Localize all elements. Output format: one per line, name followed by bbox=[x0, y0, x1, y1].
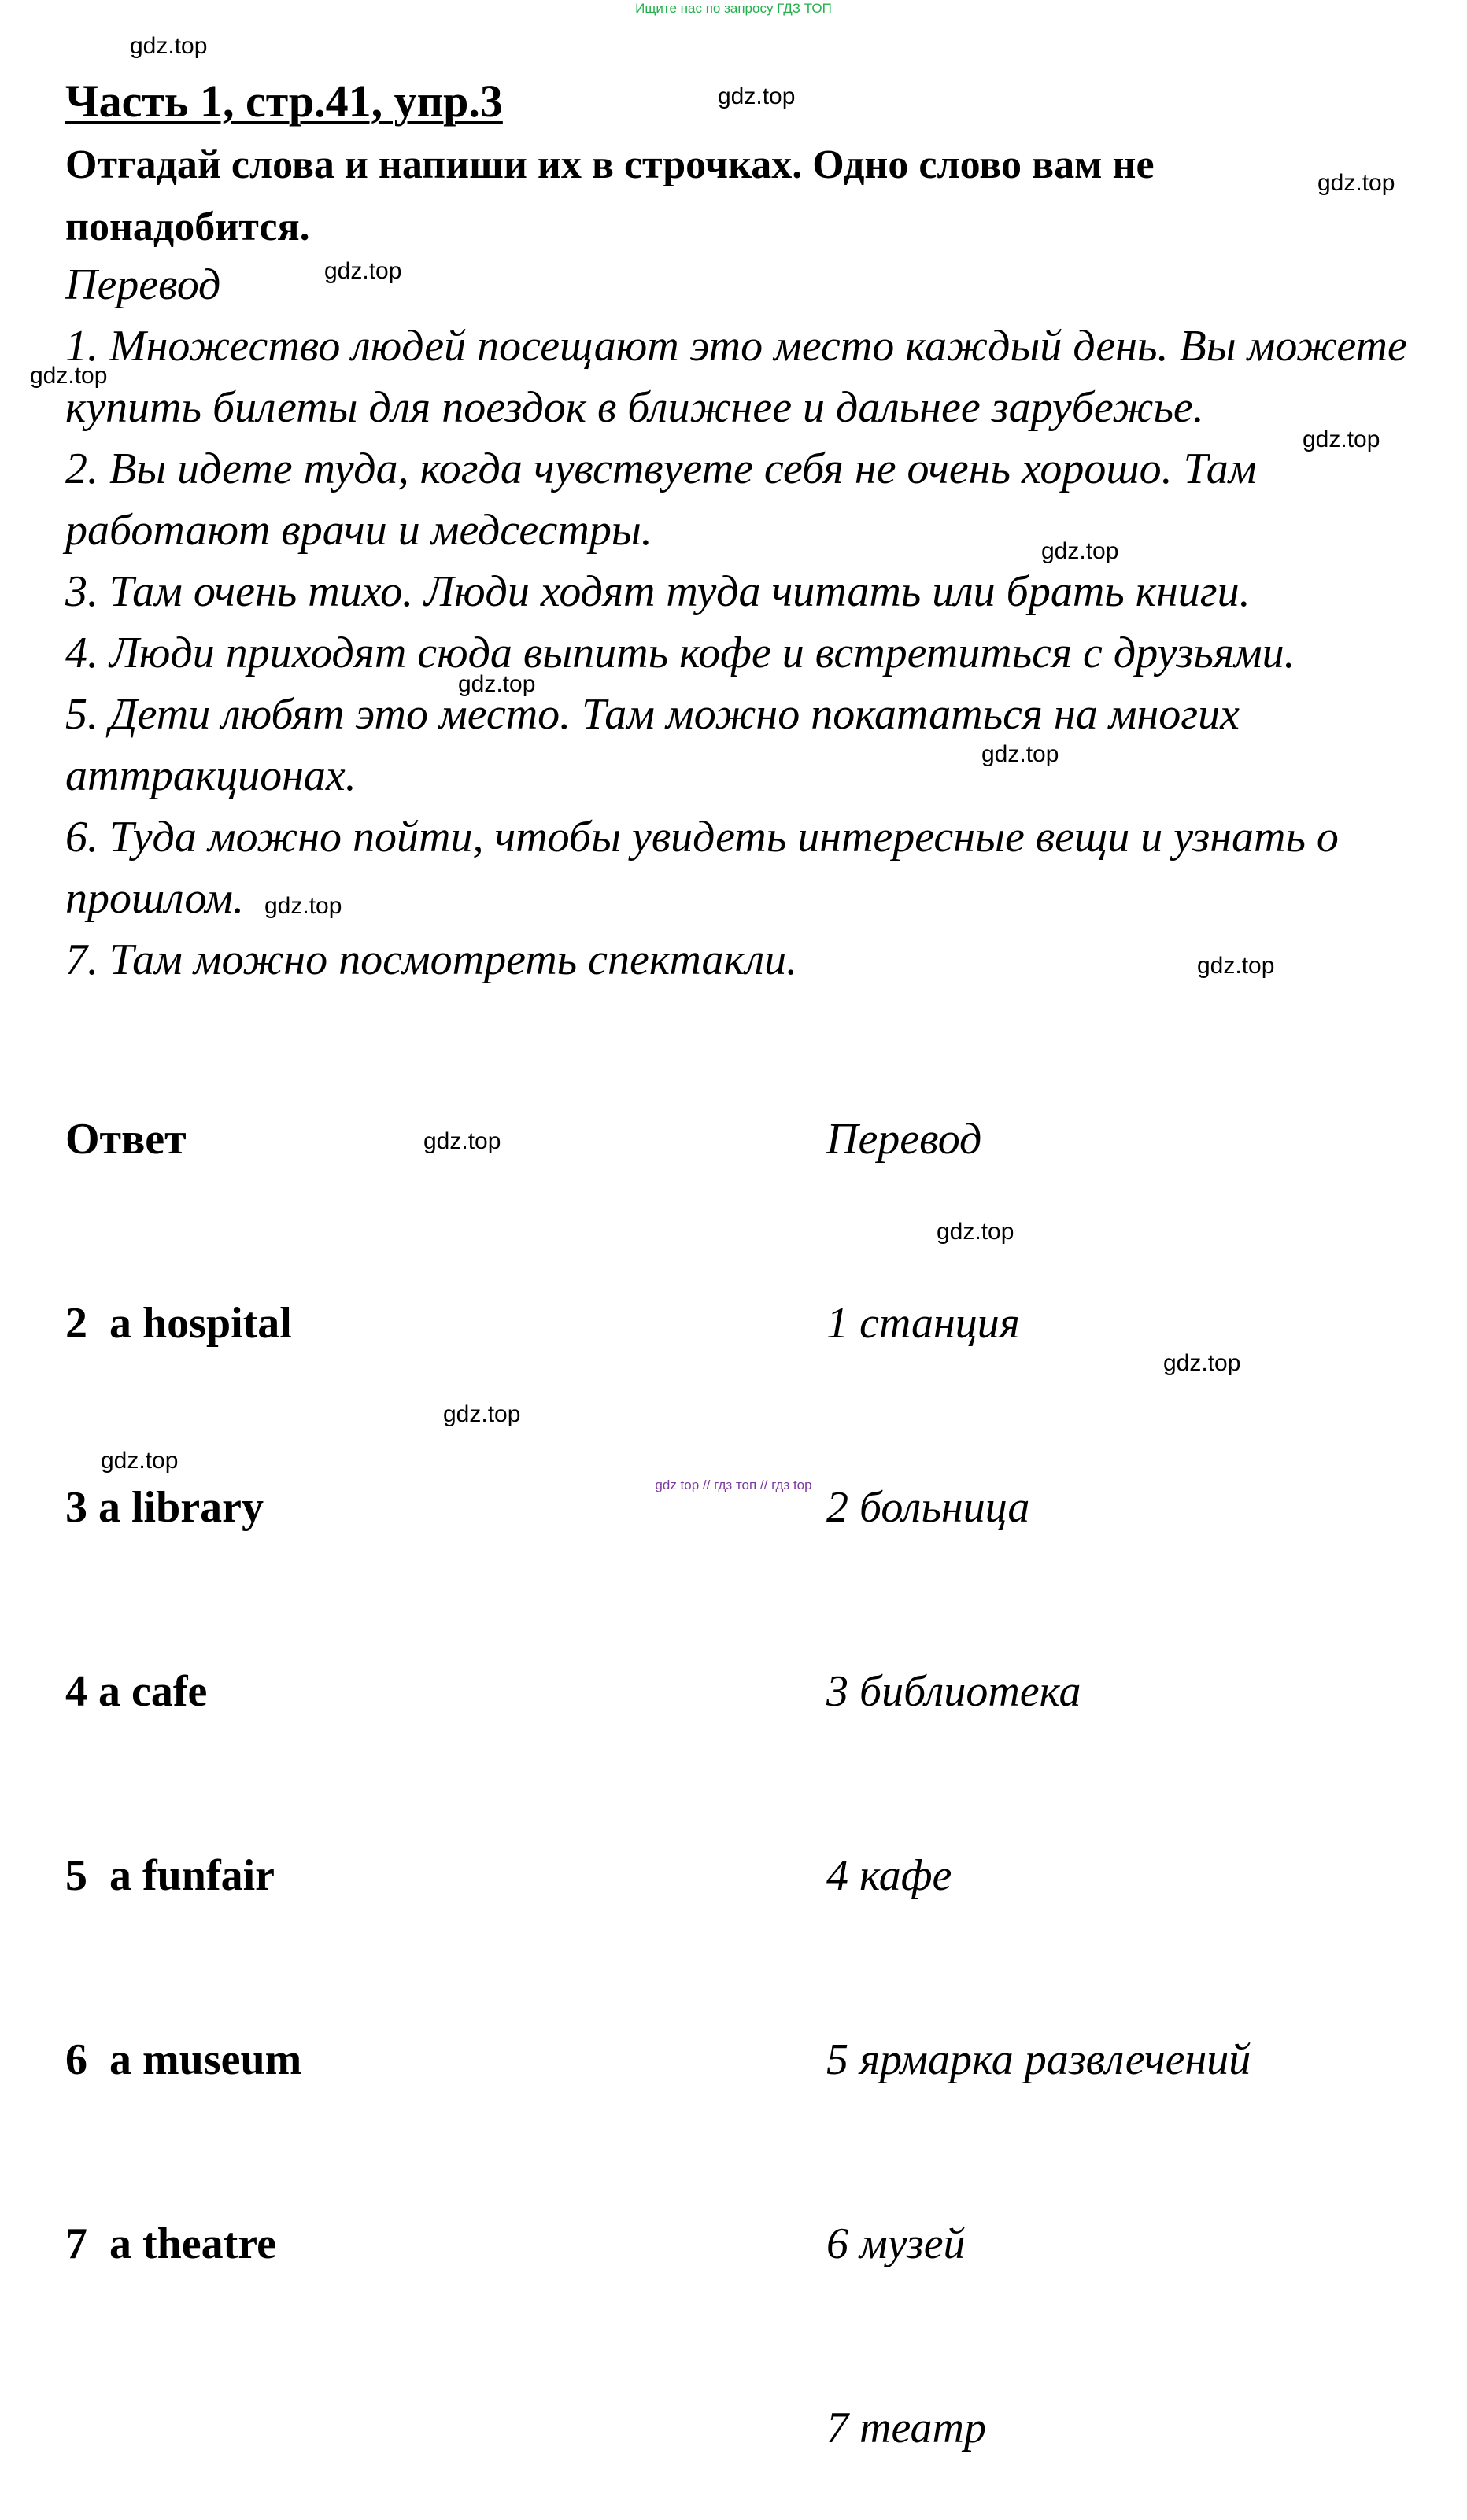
answer-row-3: 3 a library bbox=[65, 1483, 264, 1532]
exercise-item-4: 4. Люди приходят сюда выпить кофе и встретиться с друзьями. bbox=[65, 629, 1295, 677]
answer-translation-row-5: 5 ярмарка развлечений bbox=[826, 2035, 1251, 2084]
watermark: gdz.top bbox=[1303, 426, 1380, 452]
watermark: gdz.top bbox=[130, 33, 208, 59]
watermark: gdz.top bbox=[1317, 170, 1395, 196]
page-title: Часть 1, стр.41, упр.3 bbox=[65, 76, 503, 127]
watermark: gdz.top bbox=[937, 1219, 1014, 1245]
task-instruction: Отгадай слова и напиши их в строчках. Одно слово вам не понадобится. bbox=[65, 142, 1155, 249]
exercise-item-7: 7. Там можно посмотреть спектакли. bbox=[65, 935, 798, 984]
watermark: gdz.top bbox=[718, 83, 796, 109]
watermark: gdz.top bbox=[423, 1128, 501, 1154]
watermark: gdz.top bbox=[1197, 953, 1275, 979]
answer-heading: Ответ bbox=[65, 1115, 187, 1164]
watermark: gdz.top bbox=[1163, 1350, 1241, 1376]
watermark: gdz.top bbox=[443, 1401, 521, 1427]
answer-translation-column bbox=[826, 986, 1251, 2520]
watermark: gdz.top bbox=[101, 1448, 179, 1474]
exercise-item-5: 5. Дети любят это место. Там можно покататься на многих аттракционах. bbox=[65, 690, 1240, 800]
answer-translation-row-1: 1 станция bbox=[826, 1299, 1020, 1348]
watermark: gdz.top bbox=[1041, 538, 1119, 564]
exercise-item-1: 1. Множество людей посещают это место каждый день. Вы можете купить билеты для поездок в ближнее и дальнее зарубежье. bbox=[65, 322, 1407, 432]
answer-row-4: 4 a cafe bbox=[65, 1667, 208, 1716]
answer-translation-row-6: 6 музей bbox=[826, 2219, 966, 2268]
watermark: gdz.top bbox=[458, 671, 536, 697]
answer-row-2: 2 a hospital bbox=[65, 1299, 292, 1348]
bottom-banner: gdz top // гдз топ // гдз top bbox=[655, 1478, 812, 1492]
translation-label: Перевод bbox=[65, 260, 221, 309]
answer-translation-heading: Перевод bbox=[826, 1115, 982, 1164]
exercise-item-6: 6. Туда можно пойти, чтобы увидеть интересные вещи и узнать о прошлом. bbox=[65, 813, 1339, 923]
watermark: gdz.top bbox=[264, 893, 342, 919]
answer-translation-row-3: 3 библиотека bbox=[826, 1667, 1081, 1716]
answer-translation-row-4: 4 кафе bbox=[826, 1851, 952, 1900]
watermark: gdz.top bbox=[30, 363, 108, 389]
watermark: gdz.top bbox=[981, 741, 1059, 767]
answer-column bbox=[65, 986, 301, 2336]
watermark: gdz.top bbox=[324, 258, 402, 284]
answer-row-5: 5 a funfair bbox=[65, 1851, 275, 1900]
answer-translation-row-2: 2 больница bbox=[826, 1483, 1030, 1532]
exercise-items bbox=[65, 315, 1466, 991]
answer-row-6: 6 a museum bbox=[65, 2035, 302, 2084]
answer-translation-row-7: 7 театр bbox=[826, 2404, 986, 2452]
answer-row-7: 7 a theatre bbox=[65, 2219, 276, 2268]
top-banner: Ищите нас по запросу ГДЗ ТОП bbox=[635, 1, 832, 16]
exercise-item-2: 2. Вы идете туда, когда чувствуете себя не очень хорошо. Там работают врачи и медсестры. bbox=[65, 445, 1257, 555]
exercise-item-3: 3. Там очень тихо. Люди ходят туда читать или брать книги. bbox=[65, 567, 1251, 616]
